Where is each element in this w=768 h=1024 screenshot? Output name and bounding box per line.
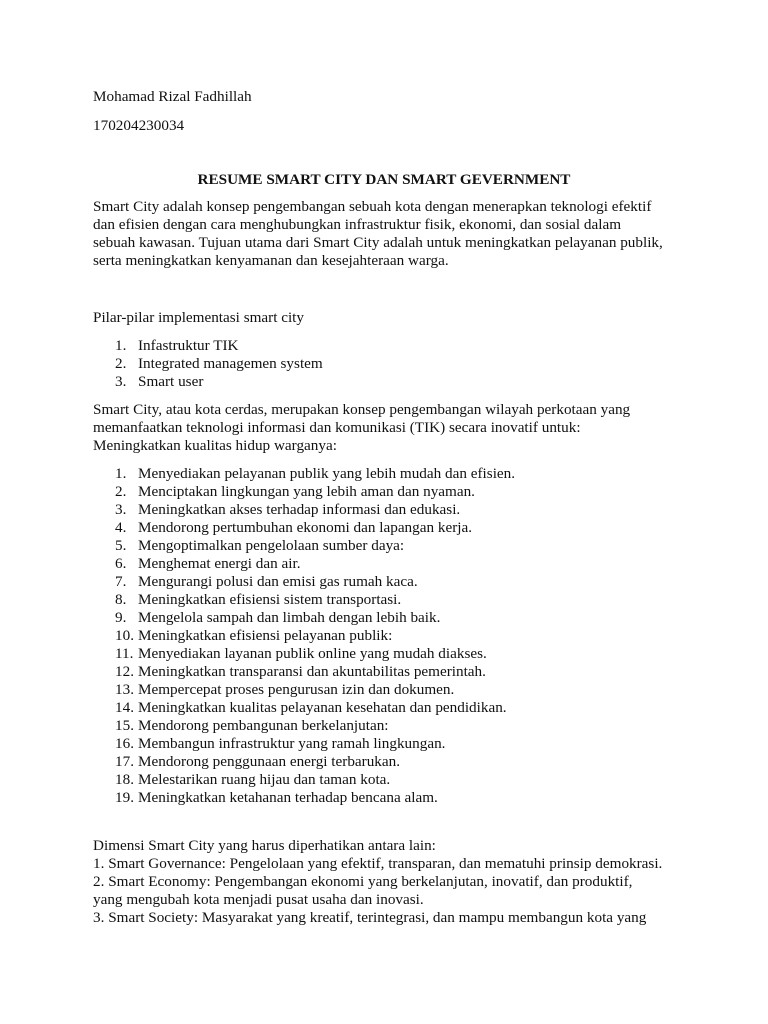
- list-item: [93, 663, 693, 681]
- list-item: [93, 591, 693, 609]
- list-item: [93, 519, 693, 537]
- pillars-heading: Pilar-pilar implementasi smart city: [93, 309, 305, 326]
- list-text: Mengurangi polusi dan emisi gas rumah kaca.: [138, 573, 418, 590]
- list-text: Mendorong pertumbuhan ekonomi dan lapangan kerja.: [138, 519, 473, 536]
- list-item: [93, 789, 693, 807]
- definition-line: memanfaatkan teknologi informasi dan komunikasi (TIK) secara inovatif untuk:: [93, 419, 581, 436]
- pillars-list: [93, 337, 693, 391]
- list-text: Menciptakan lingkungan yang lebih aman dan nyaman.: [138, 483, 475, 500]
- intro-line: serta meningkatkan kenyamanan dan kesejahteraan warga.: [93, 252, 449, 269]
- list-item: [93, 555, 693, 573]
- list-text: Mendorong penggunaan energi terbarukan.: [138, 753, 401, 770]
- dimensions-line: Dimensi Smart City yang harus diperhatikan antara lain:: [93, 837, 436, 854]
- list-number: 15.: [115, 717, 134, 734]
- author-id: 170204230034: [93, 117, 185, 134]
- list-number: 5.: [115, 537, 127, 554]
- list-text: Mengoptimalkan pengelolaan sumber daya:: [138, 537, 405, 554]
- definition-paragraph: [93, 401, 693, 455]
- list-text: Menyediakan layanan publik online yang mudah diakses.: [138, 645, 487, 662]
- list-text: Integrated managemen system: [138, 355, 323, 372]
- list-item: [93, 771, 693, 789]
- list-number: 16.: [115, 735, 134, 752]
- list-text: Meningkatkan akses terhadap informasi dan edukasi.: [138, 501, 461, 518]
- list-item: [93, 355, 693, 373]
- list-item: [93, 465, 693, 483]
- list-number: 11.: [115, 645, 134, 662]
- list-number: 14.: [115, 699, 134, 716]
- list-number: 19.: [115, 789, 134, 806]
- list-item: [93, 717, 693, 735]
- author-name: Mohamad Rizal Fadhillah: [93, 88, 252, 105]
- list-item: [93, 483, 693, 501]
- list-item: [93, 537, 693, 555]
- dimensions-line: 1. Smart Governance: Pengelolaan yang efektif, transparan, dan mematuhi prinsip demokrasi.: [93, 855, 663, 872]
- list-number: 1.: [115, 337, 127, 354]
- list-text: Infastruktur TIK: [138, 337, 239, 354]
- list-number: 8.: [115, 591, 127, 608]
- intro-line: Smart City adalah konsep pengembangan sebuah kota dengan menerapkan teknologi efektif: [93, 198, 652, 215]
- list-text: Mengelola sampah dan limbah dengan lebih baik.: [138, 609, 441, 626]
- list-number: 1.: [115, 465, 127, 482]
- list-number: 3.: [115, 373, 127, 390]
- list-text: Menghemat energi dan air.: [138, 555, 301, 572]
- list-number: 10.: [115, 627, 134, 644]
- dimensions-line: yang mengubah kota menjadi pusat usaha dan inovasi.: [93, 891, 424, 908]
- list-number: 3.: [115, 501, 127, 518]
- document-title: RESUME SMART CITY DAN SMART GEVERNMENT: [197, 171, 571, 188]
- goals-list: [93, 465, 693, 807]
- list-text: Meningkatkan transparansi dan akuntabilitas pemerintah.: [138, 663, 486, 680]
- list-text: Melestarikan ruang hijau dan taman kota.: [138, 771, 391, 788]
- list-text: Smart user: [138, 373, 204, 390]
- list-item: [93, 753, 693, 771]
- list-number: 7.: [115, 573, 127, 590]
- dimensions-line: 2. Smart Economy: Pengembangan ekonomi yang berkelanjutan, inovatif, dan produktif,: [93, 873, 633, 890]
- list-text: Membangun infrastruktur yang ramah lingkungan.: [138, 735, 446, 752]
- list-item: [93, 373, 693, 391]
- list-item: [93, 735, 693, 753]
- intro-line: sebuah kawasan. Tujuan utama dari Smart City adalah untuk meningkatkan pelayanan publik,: [93, 234, 663, 251]
- list-item: [93, 337, 693, 355]
- list-text: Mempercepat proses pengurusan izin dan dokumen.: [138, 681, 455, 698]
- list-item: [93, 573, 693, 591]
- list-text: Meningkatkan ketahanan terhadap bencana alam.: [138, 789, 438, 806]
- list-text: Meningkatkan kualitas pelayanan kesehatan dan pendidikan.: [138, 699, 507, 716]
- definition-line: Meningkatkan kualitas hidup warganya:: [93, 437, 337, 454]
- list-number: 4.: [115, 519, 127, 536]
- list-number: 18.: [115, 771, 134, 788]
- list-text: Meningkatkan efisiensi pelayanan publik:: [138, 627, 393, 644]
- list-text: Meningkatkan efisiensi sistem transportasi.: [138, 591, 402, 608]
- list-text: Menyediakan pelayanan publik yang lebih mudah dan efisien.: [138, 465, 516, 482]
- list-number: 2.: [115, 355, 127, 372]
- dimensions-line: 3. Smart Society: Masyarakat yang kreatif, terintegrasi, dan mampu membangun kota yang: [93, 909, 647, 926]
- list-item: [93, 501, 693, 519]
- intro-paragraph: [93, 198, 693, 270]
- list-number: 2.: [115, 483, 127, 500]
- list-item: [93, 645, 693, 663]
- list-item: [93, 699, 693, 717]
- list-number: 17.: [115, 753, 134, 770]
- intro-line: dan efisien dengan cara menghubungkan infrastruktur fisik, ekonomi, dan sosial dalam: [93, 216, 622, 233]
- list-number: 9.: [115, 609, 127, 626]
- dimensions-paragraph: [93, 837, 693, 927]
- list-item: [93, 681, 693, 699]
- list-item: [93, 609, 693, 627]
- definition-line: Smart City, atau kota cerdas, merupakan konsep pengembangan wilayah perkotaan yang: [93, 401, 631, 418]
- list-number: 6.: [115, 555, 127, 572]
- list-text: Mendorong pembangunan berkelanjutan:: [138, 717, 389, 734]
- list-number: 12.: [115, 663, 134, 680]
- list-item: [93, 627, 693, 645]
- list-number: 13.: [115, 681, 134, 698]
